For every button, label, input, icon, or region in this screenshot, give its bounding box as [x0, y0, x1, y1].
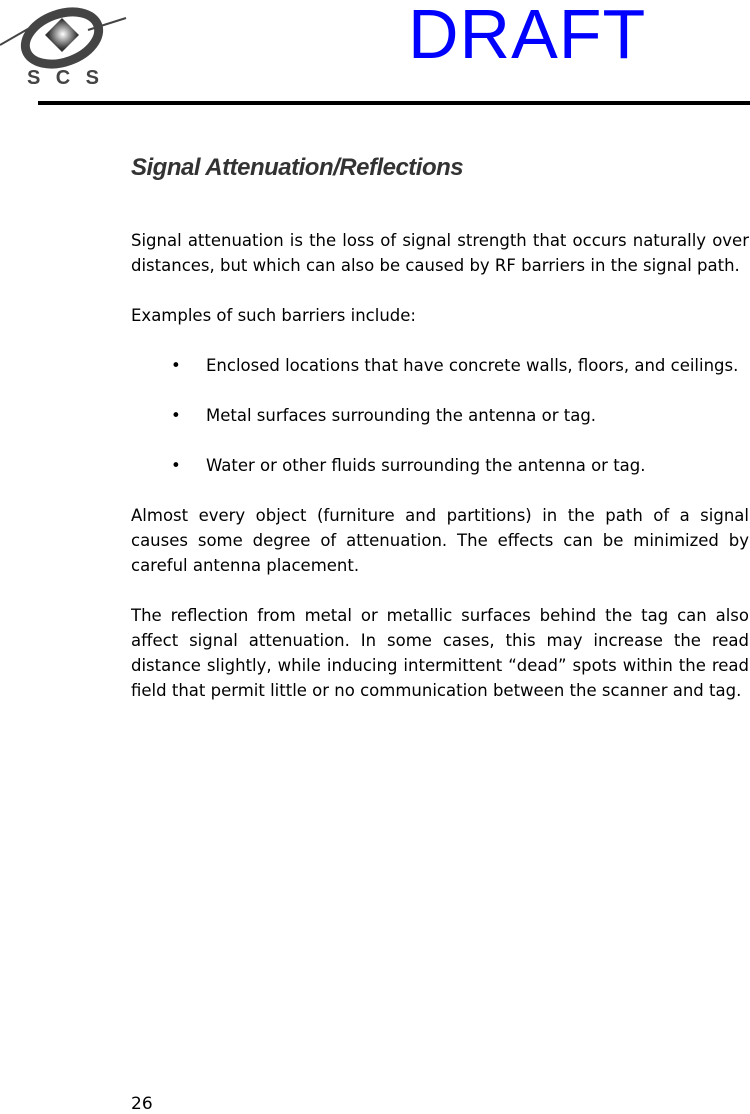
paragraph: Almost every object (furniture and partitions) in the path of a signal causes some degree of attenuation. The effects can be minimized by careful antenna placement.: [131, 506, 749, 575]
paragraph: Examples of such barriers include:: [131, 306, 416, 325]
paragraph: Signal attenuation is the loss of signal strength that occurs naturally over distances, but which can also be caused by RF barriers in the signal path.: [131, 231, 749, 275]
bullet: •: [171, 456, 181, 475]
draft-watermark: DRAFT: [408, 0, 647, 73]
bullet: •: [171, 406, 181, 425]
barrier-list: [131, 353, 749, 478]
scs-logo: [0, 0, 130, 90]
paragraph: The reflection from metal or metallic surfaces behind the tag can also affect signal attenuation. In some cases, this may increase the read distance slightly, while inducing intermittent “dead” spots within the read field that permit little or no communication between the scanner and tag.: [131, 606, 749, 700]
body-text: [131, 228, 749, 728]
list-item: [131, 453, 749, 478]
list-item-text: Water or other fluids surrounding the antenna or tag.: [206, 456, 646, 475]
list-item: [131, 353, 749, 378]
list-item-text: Enclosed locations that have concrete walls, floors, and ceilings.: [206, 356, 739, 375]
header-rule: [38, 101, 750, 105]
list-item: [131, 403, 749, 428]
section-title: Signal Attenuation/Reflections: [131, 154, 464, 181]
page-number: 26: [131, 1094, 153, 1114]
list-item-text: Metal surfaces surrounding the antenna or tag.: [206, 406, 597, 425]
bullet: •: [171, 356, 181, 375]
svg-text:SCS: SCS: [27, 67, 99, 89]
